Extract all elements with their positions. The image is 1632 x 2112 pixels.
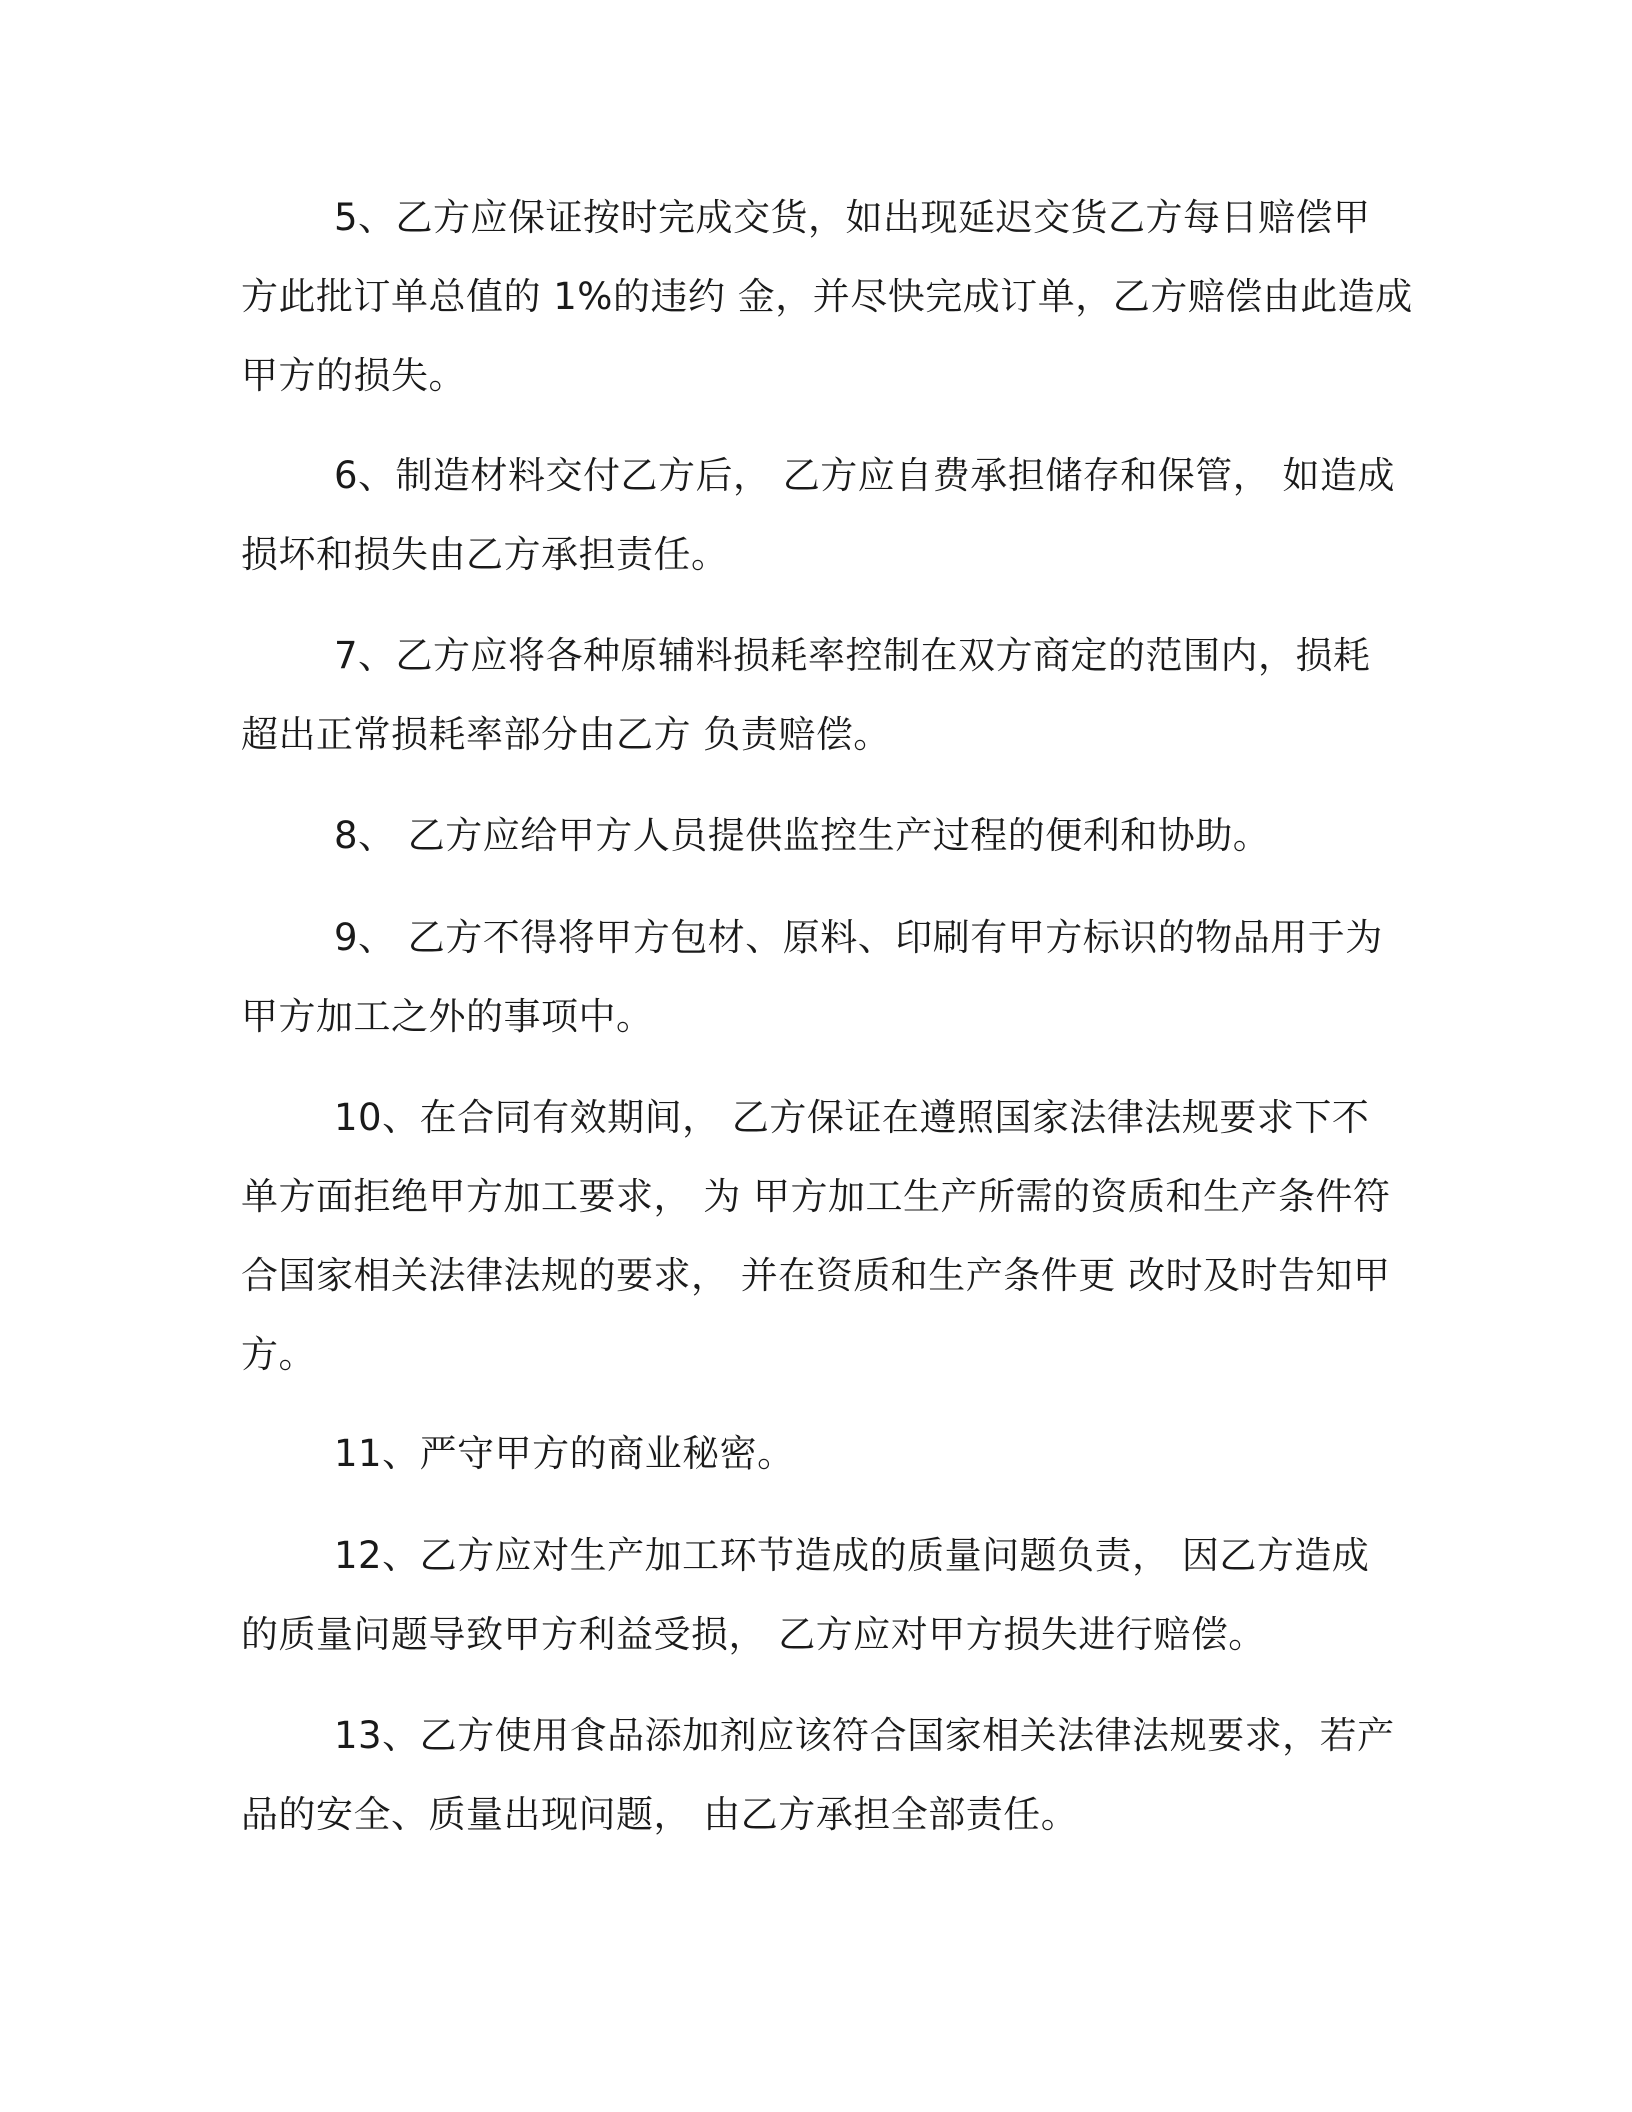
clause-7-line-1: 7、乙方应将各种原辅料损耗率控制在双方商定的范围内，损耗 xyxy=(334,634,1371,677)
clause-10-line-2: 单方面拒绝甲方加工要求， 为 甲方加工生产所需的资质和生产条件符 xyxy=(241,1175,1391,1218)
clause-10-line-1: 10、在合同有效期间， 乙方保证在遵照国家法律法规要求下不 xyxy=(334,1096,1370,1139)
clause-13 xyxy=(241,1696,1401,1854)
clause-6-line-1: 6、制造材料交付乙方后， 乙方应自费承担储存和保管， 如造成 xyxy=(334,454,1396,497)
clause-7-line-2: 超出正常损耗率部分由乙方 负责赔偿。 xyxy=(241,713,891,756)
clause-12-line-1: 12、乙方应对生产加工环节造成的质量问题负责， 因乙方造成 xyxy=(334,1534,1370,1577)
clause-5-line-1: 5、乙方应保证按时完成交货，如出现延迟交货乙方每日赔偿甲 xyxy=(334,196,1371,239)
clause-8-line-1: 8、 乙方应给甲方人员提供监控生产过程的便利和协助。 xyxy=(334,814,1271,857)
clause-10-line-3: 合国家相关法律法规的要求， 并在资质和生产条件更 改时及时告知甲 xyxy=(241,1254,1391,1297)
clause-9-line-2: 甲方加工之外的事项中。 xyxy=(241,995,654,1038)
clause-5-line-3: 甲方的损失。 xyxy=(241,354,466,397)
clause-11 xyxy=(241,1414,1401,1493)
clause-7 xyxy=(241,616,1401,774)
clause-5 xyxy=(241,178,1413,415)
clause-8 xyxy=(241,796,1401,875)
clause-6-line-2: 损坏和损失由乙方承担责任。 xyxy=(241,533,729,576)
clause-11-line-1: 11、严守甲方的商业秘密。 xyxy=(334,1432,795,1475)
clause-9-line-1: 9、 乙方不得将甲方包材、原料、印刷有甲方标识的物品用于为 xyxy=(334,916,1383,959)
clause-12 xyxy=(241,1516,1401,1674)
clause-10 xyxy=(241,1078,1401,1394)
clause-6 xyxy=(241,436,1401,594)
clause-13-line-1: 13、乙方使用食品添加剂应该符合国家相关法律法规要求，若产 xyxy=(334,1714,1395,1757)
clause-12-line-2: 的质量问题导致甲方利益受损， 乙方应对甲方损失进行赔偿。 xyxy=(241,1613,1266,1656)
clause-5-line-2: 方此批订单总值的 1%的违约 金，并尽快完成订单，乙方赔偿由此造成 xyxy=(241,275,1413,318)
clause-13-line-2: 品的安全、质量出现问题， 由乙方承担全部责任。 xyxy=(241,1793,1079,1836)
clause-9 xyxy=(241,898,1401,1056)
clause-10-line-4: 方。 xyxy=(241,1333,316,1376)
